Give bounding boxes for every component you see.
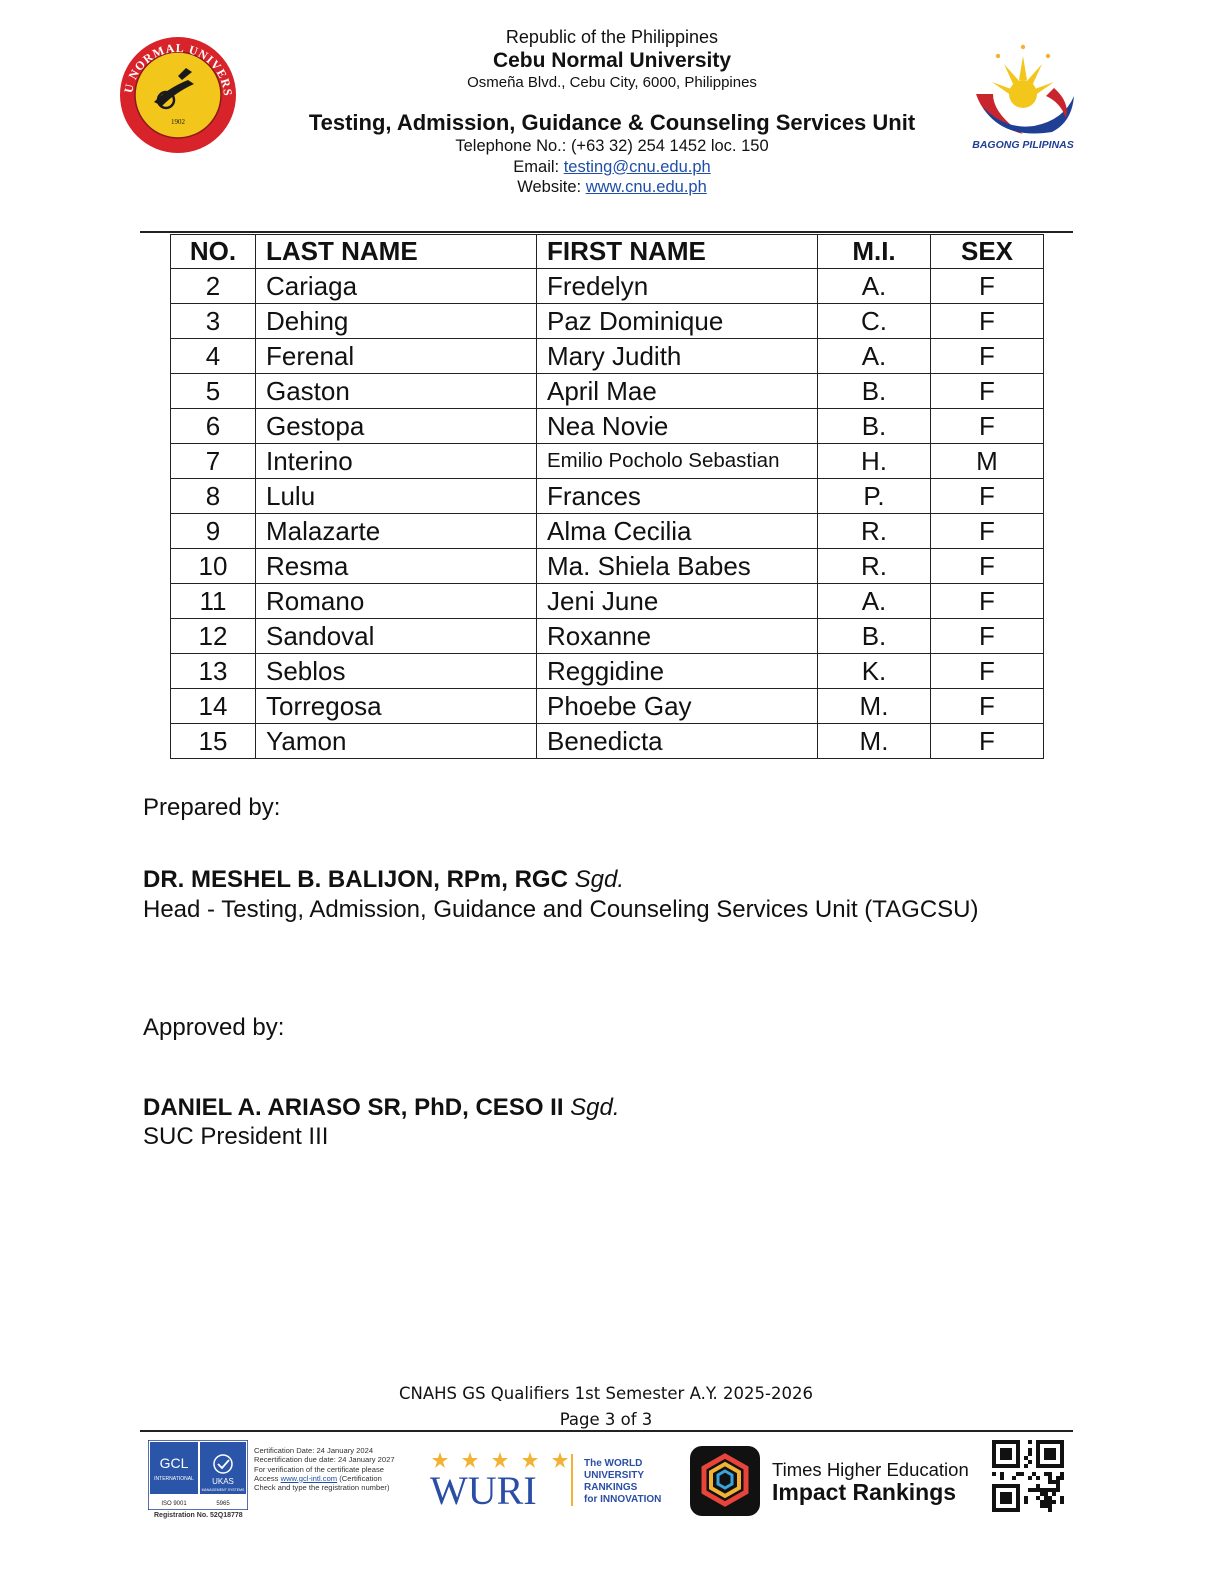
website-link[interactable]: www.cnu.edu.ph	[585, 178, 707, 196]
cell-last-name: Malazarte	[256, 514, 537, 549]
email-label: Email:	[513, 157, 564, 176]
bagong-pilipinas-logo	[958, 42, 1088, 154]
cell-last-name: Cariaga	[256, 269, 537, 304]
cell-last-name: Gestopa	[256, 409, 537, 444]
email-line	[260, 159, 964, 176]
cell-no: 12	[171, 619, 256, 654]
cell-mi: C.	[818, 304, 931, 339]
preparer-title: Head - Testing, Admission, Guidance and Counseling Services Unit (TAGCSU)	[143, 896, 979, 923]
svg-text:BAGONG PILIPINAS: BAGONG PILIPINAS	[972, 139, 1074, 151]
certification-details	[254, 1446, 395, 1492]
cell-first-name: Frances	[537, 479, 818, 514]
svg-text:1902: 1902	[171, 118, 185, 126]
prepared-by-label: Prepared by:	[143, 794, 281, 821]
qualifiers-table	[170, 234, 1044, 759]
access-rest: (Certification	[337, 1473, 382, 1483]
table-row	[171, 444, 1044, 479]
qr-code	[992, 1440, 1064, 1517]
cell-sex: F	[931, 689, 1044, 724]
cnu-seal-logo	[118, 36, 238, 154]
access-line	[254, 1474, 395, 1483]
cell-mi: M.	[818, 724, 931, 759]
cell-sex: F	[931, 339, 1044, 374]
approver-signature-line	[143, 1096, 620, 1120]
svg-text:INTERNATIONAL: INTERNATIONAL	[154, 1476, 194, 1482]
cell-first-name: Roxanne	[537, 619, 818, 654]
svg-text:UNIVERSITY: UNIVERSITY	[584, 1470, 645, 1481]
cell-mi: B.	[818, 374, 931, 409]
cell-sex: F	[931, 374, 1044, 409]
table-row	[171, 514, 1044, 549]
cell-no: 9	[171, 514, 256, 549]
cell-sex: F	[931, 549, 1044, 584]
table-row	[171, 269, 1044, 304]
cell-last-name: Romano	[256, 584, 537, 619]
letterhead	[260, 28, 964, 200]
cell-mi: K.	[818, 654, 931, 689]
table-row	[171, 584, 1044, 619]
recertification-date: Recertification due date: 24 January 2027	[254, 1455, 395, 1465]
cell-first-name: Mary Judith	[537, 339, 818, 374]
cell-sex: F	[931, 269, 1044, 304]
registration-number: Registration No. 52Q18778	[154, 1512, 243, 1519]
table-row	[171, 549, 1044, 584]
svg-text:The WORLD: The WORLD	[584, 1458, 643, 1469]
cell-last-name: Yamon	[256, 724, 537, 759]
document-title: CNAHS GS Qualifiers 1st Semester A.Y. 2025-2026	[399, 1384, 813, 1403]
gcl-link[interactable]: www.gcl-intl.com	[280, 1473, 338, 1483]
cell-mi: B.	[818, 619, 931, 654]
wuri-logo	[430, 1450, 670, 1515]
preparer-sgd: Sgd.	[574, 866, 624, 893]
university-name: Cebu Normal University	[492, 49, 732, 72]
approved-by-label: Approved by:	[143, 1014, 285, 1041]
svg-text:Times Higher Education: Times Higher Education	[772, 1459, 969, 1480]
col-header-first-name: FIRST NAME	[537, 235, 818, 269]
col-header-last-name: LAST NAME	[256, 235, 537, 269]
col-header-mi: M.I.	[818, 235, 931, 269]
cell-last-name: Torregosa	[256, 689, 537, 724]
header-divider	[140, 231, 1073, 233]
telephone-line: Telephone No.: (+63 32) 254 1452 loc. 150	[455, 137, 769, 155]
cell-sex: F	[931, 619, 1044, 654]
footer-divider	[140, 1430, 1073, 1432]
cell-last-name: Sandoval	[256, 619, 537, 654]
table-row	[171, 304, 1044, 339]
cell-first-name: Benedicta	[537, 724, 818, 759]
verification-note: For verification of the certificate please	[254, 1464, 384, 1474]
cell-no: 7	[171, 444, 256, 479]
preparer-signature-line	[143, 868, 624, 892]
col-header-no: NO.	[171, 235, 256, 269]
cell-sex: F	[931, 304, 1044, 339]
table-row	[171, 619, 1044, 654]
page-number: Page 3 of 3	[559, 1410, 653, 1429]
svg-text:MANAGEMENT SYSTEMS: MANAGEMENT SYSTEMS	[201, 1488, 245, 1492]
svg-text:for INNOVATION: for INNOVATION	[584, 1494, 662, 1505]
cell-mi: H.	[818, 444, 931, 479]
the-impact-rankings-logo	[690, 1446, 980, 1523]
cell-no: 3	[171, 304, 256, 339]
cell-sex: M	[931, 444, 1044, 479]
cell-mi: A.	[818, 269, 931, 304]
table-header-row	[171, 235, 1044, 269]
cell-sex: F	[931, 409, 1044, 444]
cell-last-name: Interino	[256, 444, 537, 479]
approver-name: DANIEL A. ARIASO SR, PhD, CESO II	[143, 1094, 564, 1121]
cell-first-name: Fredelyn	[537, 269, 818, 304]
cell-no: 10	[171, 549, 256, 584]
table-row	[171, 724, 1044, 759]
cell-no: 5	[171, 374, 256, 409]
svg-text:CEBU NORMAL UNIVERSITY: U NORMAL UNIVERS	[121, 40, 236, 98]
cell-sex: F	[931, 724, 1044, 759]
cell-sex: F	[931, 479, 1044, 514]
cell-mi: B.	[818, 409, 931, 444]
svg-text:GCL: GCL	[159, 1455, 189, 1471]
website-label: Website:	[517, 178, 586, 196]
republic-line: Republic of the Philippines	[505, 27, 719, 47]
cell-no: 11	[171, 584, 256, 619]
cell-last-name: Seblos	[256, 654, 537, 689]
svg-text:UKAS: UKAS	[212, 1477, 234, 1486]
cell-first-name: Paz Dominique	[537, 304, 818, 339]
cell-no: 6	[171, 409, 256, 444]
cell-last-name: Resma	[256, 549, 537, 584]
gcl-ukas-certification-logo	[148, 1440, 248, 1515]
approver-sgd: Sgd.	[570, 1094, 620, 1121]
cell-first-name: Ma. Shiela Babes	[537, 549, 818, 584]
approver-title: SUC President III	[143, 1123, 329, 1150]
cell-no: 14	[171, 689, 256, 724]
cell-first-name: Alma Cecilia	[537, 514, 818, 549]
cell-no: 2	[171, 269, 256, 304]
table-row	[171, 409, 1044, 444]
email-link[interactable]: testing@cnu.edu.ph	[563, 157, 711, 176]
table-row	[171, 339, 1044, 374]
svg-text:RANKINGS: RANKINGS	[584, 1482, 638, 1493]
cell-mi: R.	[818, 514, 931, 549]
cell-mi: A.	[818, 584, 931, 619]
svg-text:WURI: WURI	[430, 1468, 537, 1510]
table-row	[171, 689, 1044, 724]
svg-text:Impact Rankings: Impact Rankings	[772, 1479, 957, 1505]
cell-first-name: Reggidine	[537, 654, 818, 689]
cell-last-name: Gaston	[256, 374, 537, 409]
table-row	[171, 374, 1044, 409]
preparer-name: DR. MESHEL B. BALIJON, RPm, RGC	[143, 866, 568, 893]
website-line	[260, 179, 964, 196]
cell-first-name: Emilio Pocholo Sebastian	[537, 444, 818, 479]
svg-text:5965: 5965	[216, 1501, 230, 1507]
cell-no: 13	[171, 654, 256, 689]
col-header-sex: SEX	[931, 235, 1044, 269]
cell-sex: F	[931, 584, 1044, 619]
cell-sex: F	[931, 514, 1044, 549]
cell-no: 4	[171, 339, 256, 374]
svg-text:ISO 9001: ISO 9001	[161, 1501, 187, 1507]
cell-mi: P.	[818, 479, 931, 514]
cell-mi: R.	[818, 549, 931, 584]
cell-mi: M.	[818, 689, 931, 724]
cell-no: 8	[171, 479, 256, 514]
cell-first-name: Jeni June	[537, 584, 818, 619]
table-row	[171, 654, 1044, 689]
university-address: Osmeña Blvd., Cebu City, 6000, Philippines	[467, 74, 757, 91]
cell-first-name: Nea Novie	[537, 409, 818, 444]
table-row	[171, 479, 1044, 514]
cell-last-name: Lulu	[256, 479, 537, 514]
cell-first-name: Phoebe Gay	[537, 689, 818, 724]
certification-date: Certification Date: 24 January 2024	[254, 1446, 374, 1455]
cell-last-name: Dehing	[256, 304, 537, 339]
cell-last-name: Ferenal	[256, 339, 537, 374]
access-label: Access	[254, 1473, 281, 1483]
cell-no: 15	[171, 724, 256, 759]
check-line: Check and type the registration number)	[254, 1483, 390, 1492]
cell-sex: F	[931, 654, 1044, 689]
unit-name: Testing, Admission, Guidance & Counseling Services Unit	[308, 110, 916, 135]
cell-first-name: April Mae	[537, 374, 818, 409]
cell-mi: A.	[818, 339, 931, 374]
